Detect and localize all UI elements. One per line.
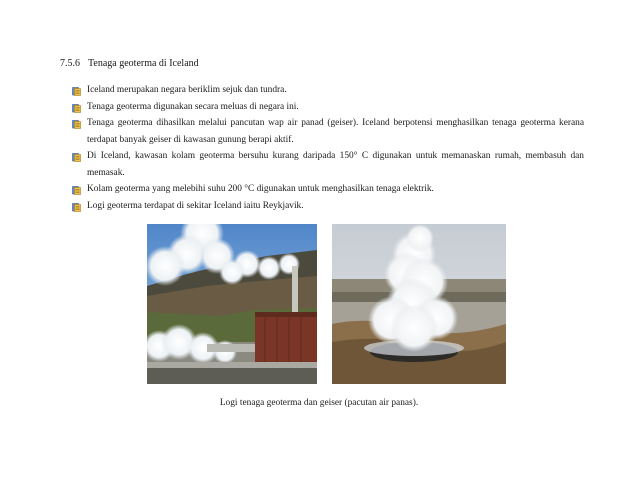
page-bullet-icon	[72, 119, 81, 128]
section-heading	[60, 58, 199, 69]
page-bullet-icon	[72, 202, 81, 211]
list-item: Di Iceland, kawasan kolam geoterma bersuhu kurang daripada 150° C digunakan untuk memanaskan rumah, membasuh dan memasak.	[72, 148, 584, 181]
list-item: Tenaga geoterma digunakan secara meluas di negara ini.	[72, 99, 584, 116]
section-number: 7.5.6	[60, 58, 80, 69]
page-bullet-icon	[72, 185, 81, 194]
list-item: Kolam geoterma yang melebihi suhu 200 °C digunakan untuk menghasilkan tenaga elektrik.	[72, 181, 584, 198]
list-item: Tenaga geoterma dihasilkan melalui pancutan wap air panad (geiser). Iceland berpotensi menghasilkan tenaga geoterma kerana terdapat banyak geiser di kawasan gunung berapi aktif.	[72, 115, 584, 148]
geothermal-plant-photo	[147, 224, 317, 384]
section-title: Tenaga geoterma di Iceland	[88, 58, 199, 69]
page-bullet-icon	[72, 152, 81, 161]
list-item: Logi geoterma terdapat di sekitar Iceland iaitu Reykjavik.	[72, 198, 584, 215]
list-item: Iceland merupakan negara beriklim sejuk dan tundra.	[72, 82, 584, 99]
page-bullet-icon	[72, 86, 81, 95]
figure-caption: Logi tenaga geoterma dan geiser (pacutan air panas).	[219, 398, 419, 408]
geyser-photo	[332, 224, 506, 384]
bullet-list	[72, 82, 584, 214]
page-bullet-icon	[72, 103, 81, 112]
